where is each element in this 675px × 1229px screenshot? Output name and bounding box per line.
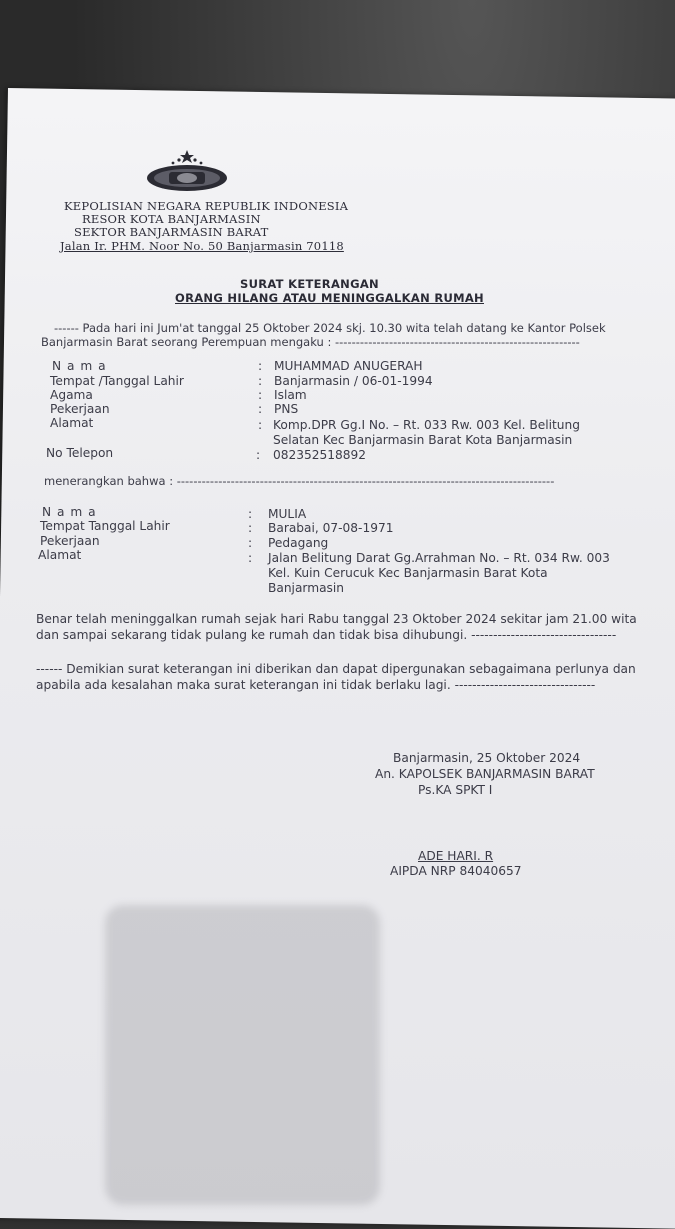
reporter-job-value: PNS bbox=[274, 402, 299, 416]
statement-line-2: dan sampai sekarang tidak pulang ke rumah dan tidak bisa dihubungi. --------------------------------- bbox=[36, 628, 617, 642]
missing-job-value: Pedagang bbox=[268, 536, 329, 550]
reporter-name-label: N a m a bbox=[52, 359, 107, 373]
statement-intro: menerangkan bahwa : ------------------------------------------------------------------------------------------- bbox=[44, 474, 555, 488]
header-address: Jalan Ir. PHM. Noor No. 50 Banjarmasin 70118 bbox=[60, 239, 344, 253]
missing-name-label: N a m a bbox=[42, 505, 97, 519]
signatory-rank: AIPDA NRP 84040657 bbox=[390, 864, 522, 878]
missing-address-label: Alamat bbox=[38, 548, 82, 562]
missing-birth-value: Barabai, 07-08-1971 bbox=[268, 521, 394, 535]
signature-position: Ps.KA SPKT I bbox=[418, 783, 493, 797]
colon: : bbox=[248, 551, 253, 565]
missing-address-value-1: Jalan Belitung Darat Gg.Arrahman No. – Rt. 034 Rw. 003 bbox=[268, 551, 610, 565]
signature-place-date: Banjarmasin, 25 Oktober 2024 bbox=[393, 751, 581, 765]
doc-subtitle: ORANG HILANG ATAU MENINGGALKAN RUMAH bbox=[175, 291, 484, 305]
reporter-birth-value: Banjarmasin / 06-01-1994 bbox=[274, 374, 433, 388]
colon: : bbox=[248, 521, 253, 535]
doc-title: SURAT KETERANGAN bbox=[240, 277, 379, 291]
reporter-address-label: Alamat bbox=[50, 416, 94, 430]
colon: : bbox=[256, 448, 261, 462]
colon: : bbox=[258, 402, 263, 416]
signatory-name: ADE HARI. R bbox=[418, 849, 494, 863]
reporter-address-value-1: Komp.DPR Gg.I No. – Rt. 033 Rw. 003 Kel. Belitung bbox=[273, 418, 580, 432]
header-line-2: RESOR KOTA BANJARMASIN bbox=[82, 212, 261, 226]
reporter-phone-value: 082352518892 bbox=[273, 448, 367, 462]
colon: : bbox=[258, 418, 263, 432]
reporter-phone-label: No Telepon bbox=[46, 446, 114, 460]
intro-line-2: Banjarmasin Barat seorang Perempuan mengaku : ----------------------------------------------------------- bbox=[41, 335, 580, 349]
reporter-religion-label: Agama bbox=[50, 388, 93, 402]
header-line-1: KEPOLISIAN NEGARA REPUBLIK INDONESIA bbox=[64, 199, 349, 213]
header-line-3: SEKTOR BANJARMASIN BARAT bbox=[74, 225, 269, 239]
colon: : bbox=[248, 507, 253, 521]
missing-address-value-2: Kel. Kuin Cerucuk Kec Banjarmasin Barat Kota bbox=[268, 566, 548, 580]
colon: : bbox=[258, 359, 263, 373]
closing-line-2: apabila ada kesalahan maka surat keterangan ini tidak berlaku lagi. -------------------------------- bbox=[36, 678, 596, 692]
missing-address-value-3: Banjarmasin bbox=[268, 581, 345, 595]
colon: : bbox=[258, 388, 263, 402]
police-emblem-icon bbox=[145, 148, 229, 194]
missing-birth-label: Tempat Tanggal Lahir bbox=[40, 519, 170, 533]
signature-on-behalf: An. KAPOLSEK BANJARMASIN BARAT bbox=[375, 767, 595, 781]
reporter-name-value: MUHAMMAD ANUGERAH bbox=[274, 359, 423, 373]
intro-line-1: ------ Pada hari ini Jum'at tanggal 25 Oktober 2024 skj. 10.30 wita telah datang ke Kantor Polsek bbox=[54, 321, 606, 335]
colon: : bbox=[248, 536, 253, 550]
colon: : bbox=[258, 374, 263, 388]
reporter-address-value-2: Selatan Kec Banjarmasin Barat Kota Banjarmasin bbox=[273, 433, 573, 447]
reporter-birth-label: Tempat /Tanggal Lahir bbox=[50, 374, 184, 388]
closing-line-1: ------ Demikian surat keterangan ini diberikan dan dapat dipergunakan sebagaimana perlunya dan bbox=[36, 662, 636, 676]
reporter-job-label: Pekerjaan bbox=[50, 402, 110, 416]
missing-job-label: Pekerjaan bbox=[40, 534, 100, 548]
missing-name-value: MULIA bbox=[268, 507, 307, 521]
reporter-religion-value: Islam bbox=[274, 388, 307, 402]
statement-line-1: Benar telah meninggalkan rumah sejak hari Rabu tanggal 23 Oktober 2024 sekitar jam 21.00 wita bbox=[36, 612, 637, 626]
